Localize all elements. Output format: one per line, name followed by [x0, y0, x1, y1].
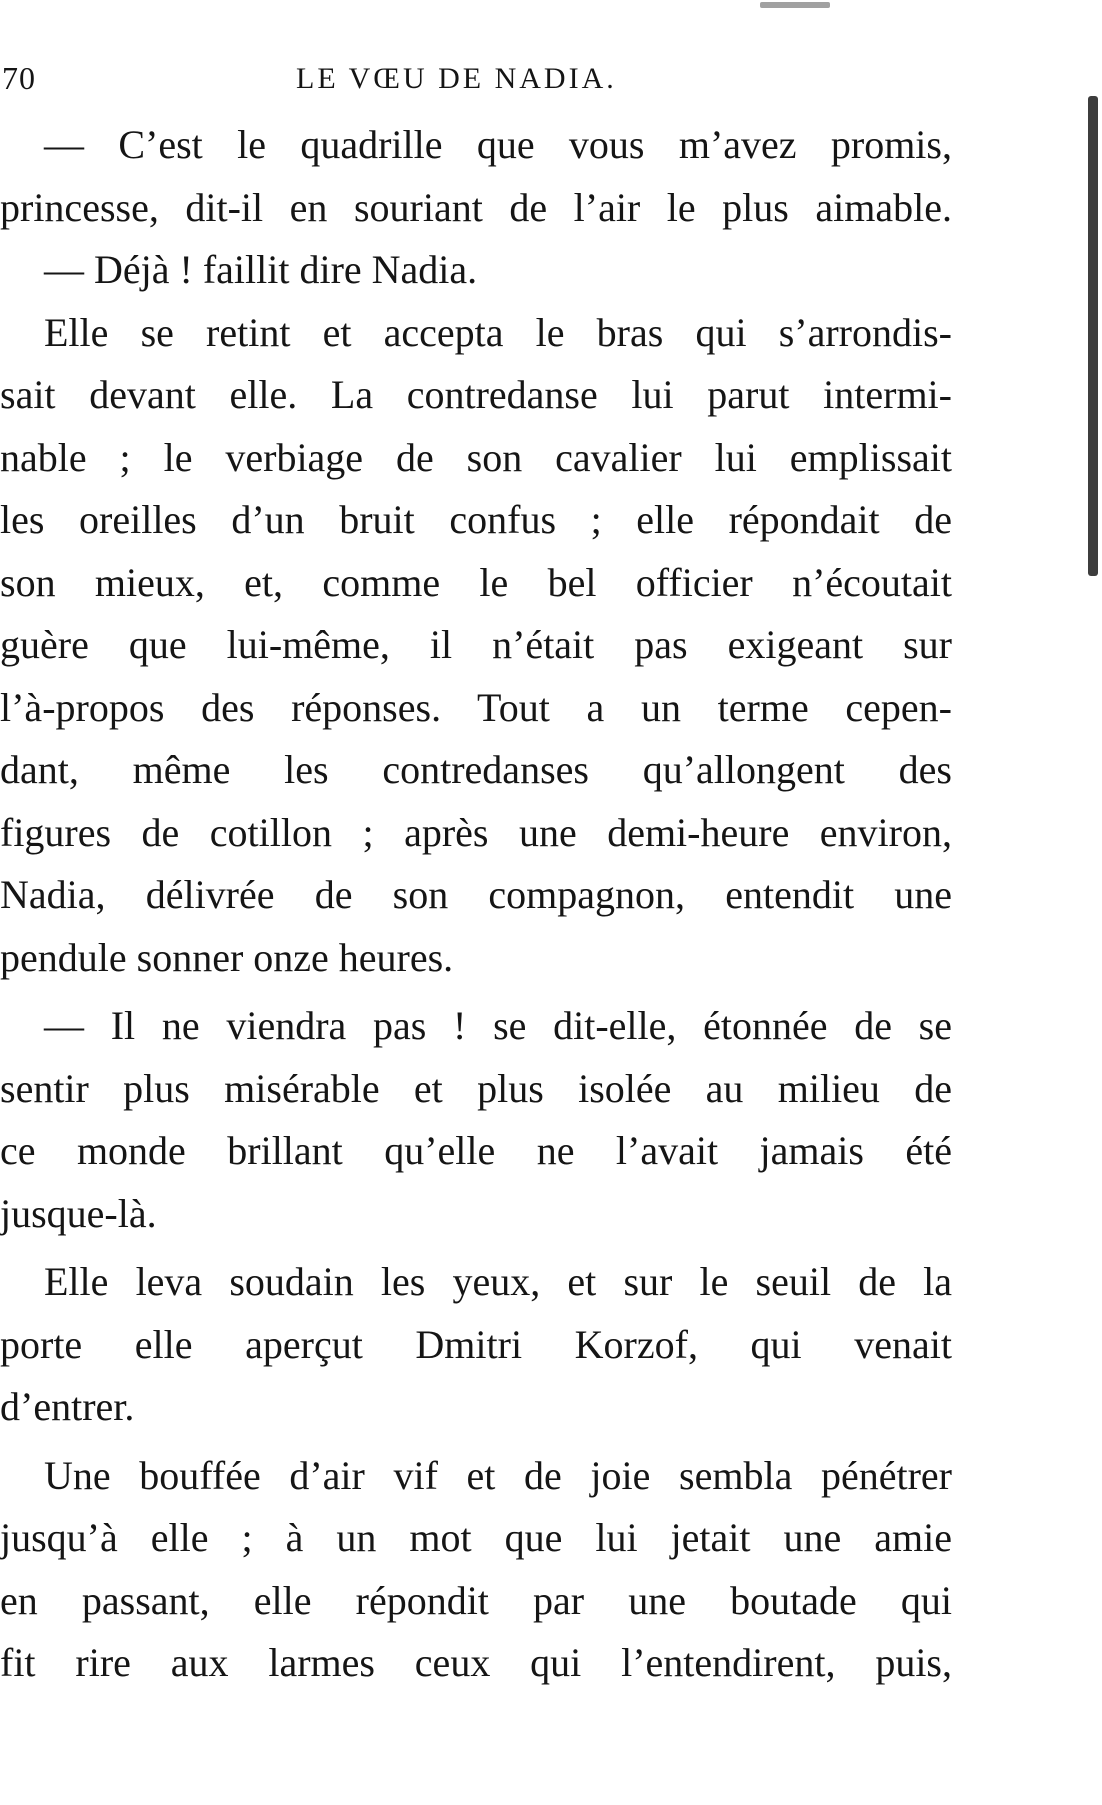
text-line: fit rire aux larmes ceux qui l’entendirent, puis,	[0, 1640, 952, 1685]
text-line: sait devant elle. La contredanse lui parut intermi-	[0, 372, 952, 417]
page-header	[0, 60, 960, 100]
text-line: — Déjà ! faillit dire Nadia.	[44, 247, 478, 292]
text-line: Elle leva soudain les yeux, et sur le seuil de la	[44, 1259, 952, 1304]
body-text	[0, 114, 952, 1695]
text-line: ce monde brillant qu’elle ne l’avait jamais été	[0, 1128, 952, 1173]
text-line: — Il ne viendra pas ! se dit-elle, étonnée de se	[44, 1003, 952, 1048]
running-title: LE VŒU DE NADIA.	[296, 62, 617, 95]
text-line: jusque-là.	[0, 1190, 157, 1236]
text-line: — C’est le quadrille que vous m’avez promis,	[44, 122, 952, 167]
text-line: sentir plus misérable et plus isolée au milieu de	[0, 1065, 952, 1111]
text-line: son mieux, et, comme le bel officier n’écoutait	[0, 559, 952, 605]
text-line: jusqu’à elle ; à un mot que lui jetait une amie	[0, 1515, 952, 1560]
text-line: les oreilles d’un bruit confus ; elle répondait de	[0, 497, 952, 542]
text-line: figures de cotillon ; après une demi-heure environ,	[0, 809, 952, 855]
text-line: Nadia, délivrée de son compagnon, entendit une	[0, 872, 952, 917]
text-line: dant, même les contredanses qu’allongent des	[0, 747, 952, 792]
text-line: nable ; le verbiage de son cavalier lui emplissait	[0, 434, 952, 480]
text-line: Elle se retint et accepta le bras qui s’arrondis-	[44, 309, 952, 355]
text-line: d’entrer.	[0, 1384, 135, 1429]
scan-artifact-top	[760, 2, 830, 8]
text-line: guère que lui-même, il n’était pas exigeant sur	[0, 622, 952, 667]
page-edge-shadow	[1088, 96, 1098, 576]
text-line: princesse, dit-il en souriant de l’air le plus aimable.	[0, 184, 952, 230]
text-line: porte elle aperçut Dmitri Korzof, qui venait	[0, 1321, 952, 1367]
page-number: 70	[2, 60, 36, 96]
text-line: en passant, elle répondit par une boutade qui	[0, 1577, 952, 1623]
text-line: l’à-propos des réponses. Tout a un terme cepen-	[0, 684, 952, 730]
text-line: pendule sonner onze heures.	[0, 934, 454, 980]
text-line: Une bouffée d’air vif et de joie sembla pénétrer	[44, 1452, 952, 1498]
